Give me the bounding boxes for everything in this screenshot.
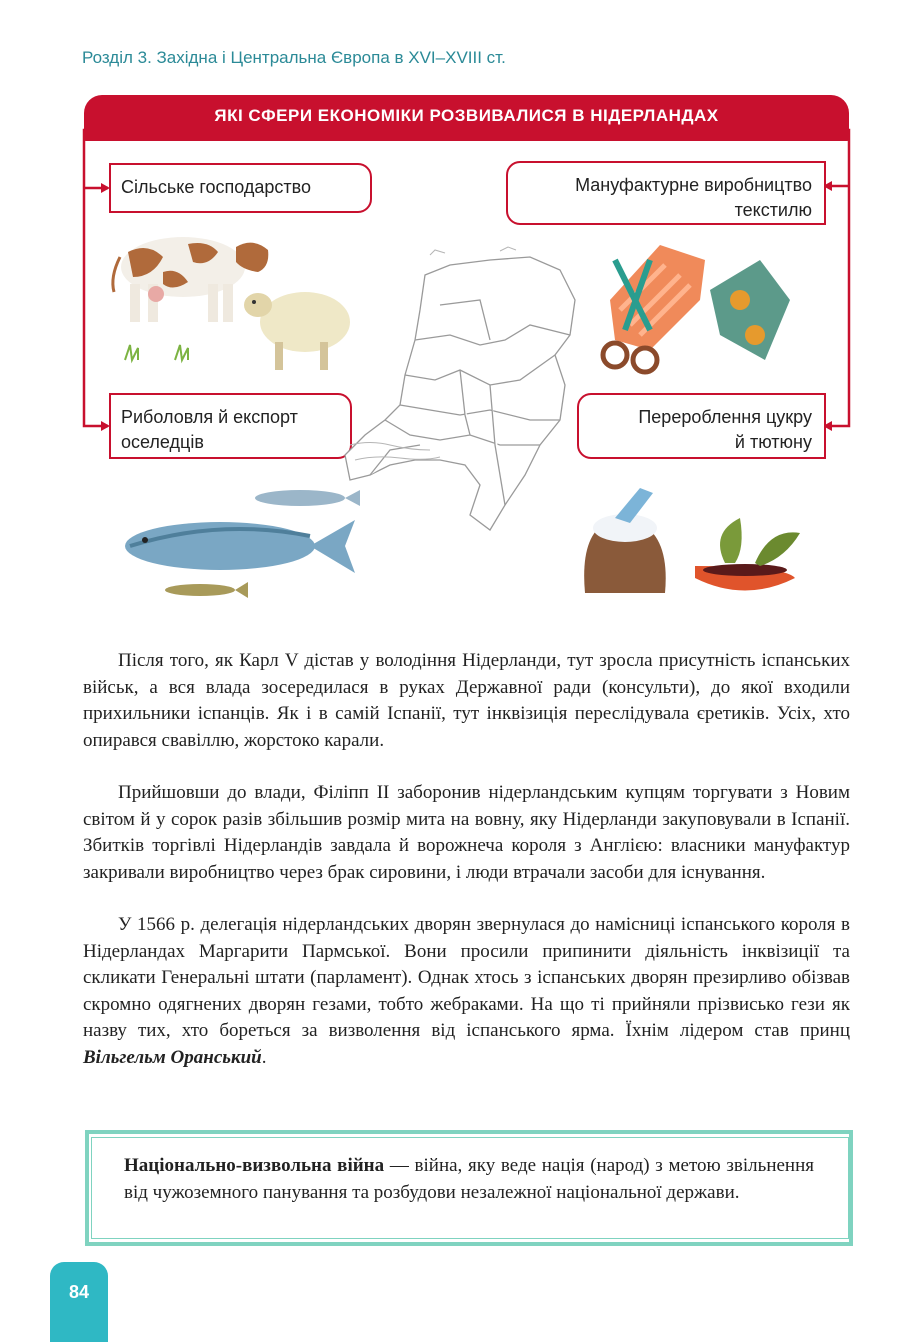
label-fishing-line2: оселедців (121, 432, 204, 452)
definition-body: — війна, яку веде нація (народ) з метою звільнення від чужоземного панування та розбудови незалежної національної держави. (124, 1155, 815, 1203)
paragraph-3 (83, 912, 850, 1071)
label-sugar-line2: й тютюну (734, 432, 812, 452)
fish-illustration (120, 478, 360, 608)
paragraph-3-end: . (261, 1046, 267, 1068)
paragraph-2 (83, 780, 850, 886)
paragraph-3-name: Вільгельм Оранський (83, 1046, 262, 1068)
diagram-title: ЯКІ СФЕРИ ЕКОНОМІКИ РОЗВИВАЛИСЯ В НІДЕРЛАНДАХ (84, 95, 849, 141)
chapter-heading: Розділ 3. Західна і Центральна Європа в XVI–XVIII ст. (82, 48, 506, 67)
label-agriculture (109, 163, 372, 213)
paragraph-3-text: У 1566 р. делегація нідерландських дворян звернулася до намісниці іспанського короля в Нідерландах Маргарити Пармської. Вони просили припинити діяльність інквізиції та скликати Генеральні штати (парламент). Однак хтось з іспанських дворян презирливо обізвав скромно одягнених дворян гезами, тобто жебраками. На що ті прийняли прізвисько гези як назву тих, хто бореться за визволення від іспанського ярма. Їхнім лідером став принц (83, 914, 850, 1041)
label-sugar (577, 393, 826, 459)
page-number: 84 (50, 1262, 108, 1342)
sheep-illustration (240, 280, 355, 375)
definition-box (91, 1137, 849, 1239)
definition-term: Національно-визвольна війна (124, 1155, 385, 1176)
netherlands-map (330, 245, 590, 535)
sugar-tobacco-illustration (575, 478, 805, 603)
label-textile (506, 161, 826, 225)
label-agriculture-text: Сільське господарство (121, 177, 312, 197)
textile-illustration (590, 240, 810, 385)
label-textile-line1: Мануфактурне виробництво (575, 175, 812, 195)
label-fishing (109, 393, 352, 459)
paragraph-1-text: Після того, як Карл V дістав у володіння Нідерланди, тут зросла присутність іспанських військ, а вся влада зосередилася в руках Державної ради (консульти), до якої входили прихильники іспанців. Як і в самій Іспанії, тут інквізиція переслідувала єретиків. Усіх, хто опирався свавіллю, жорстоко карали. (83, 650, 850, 751)
label-textile-line2: текстилю (734, 200, 812, 220)
grass-icon (120, 330, 200, 365)
label-fishing-line1: Риболовля й експорт (121, 407, 298, 427)
paragraph-1 (83, 648, 850, 754)
label-sugar-line1: Перероблення цукру (638, 407, 812, 427)
paragraph-2-text: Прийшовши до влади, Філіпп II заборонив нідерландським купцям торгувати з Новим світом й у сорок разів збільшив розмір мита на вовну, яку Нідерланди закуповували в Іспанії. Збитків торгівлі Нідерландів завдала й ворожнеча короля з Англією: власники мануфактур закривали виробництво через брак сировини, і люди втрачали засоби для існування. (83, 782, 850, 883)
